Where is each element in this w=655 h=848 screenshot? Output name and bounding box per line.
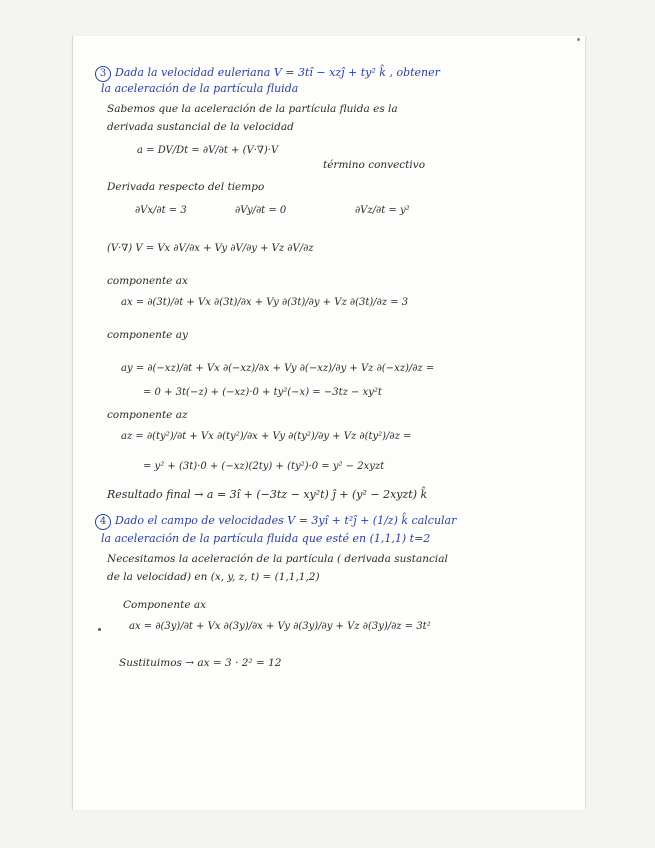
problem-3-number: 3 [95, 66, 111, 82]
substantial-derivative-formula: a = DV/Dt = ∂V/∂t + (V·∇)·V [137, 145, 279, 156]
notebook-page [72, 36, 586, 810]
final-result: Resultado final → a = 3î + (−3tz − xy²t) ĵ + (y² − 2xyzt) k̂ [107, 488, 428, 501]
problem-3-text-1: Sabemos que la aceleración de la partícula fluida es la [107, 103, 398, 115]
convective-term-note: término convectivo [323, 159, 426, 171]
problem-4-number: 4 [95, 514, 111, 530]
az-equation-2: = y² + (3t)·0 + (−xz)(2ty) + (ty²)·0 = y² − 2xyzt [143, 461, 385, 472]
problem-4-component-ax-label: Componente ax [123, 599, 207, 611]
time-derivative-vz: ∂Vz/∂t = y² [355, 205, 410, 216]
az-equation-1: az = ∂(ty²)/∂t + Vx ∂(ty²)/∂x + Vy ∂(ty²)/∂y + Vz ∂(ty²)/∂z = [121, 431, 412, 442]
ax-equation: ax = ∂(3t)/∂t + Vx ∂(3t)/∂x + Vy ∂(3t)/∂y + Vz ∂(3t)/∂z = 3 [121, 297, 409, 308]
problem-4-statement-line-1: Dado el campo de velocidades V = 3yî + t²ĵ + (1/z) k̂ calcular [115, 514, 457, 527]
substitution-line: Sustituimos → ax = 3 · 2² = 12 [119, 657, 282, 669]
margin-dot [98, 628, 101, 631]
page-corner-dot [577, 38, 580, 41]
problem-4-text-1: Necesitamos la aceleración de la partícula ( derivada sustancial [107, 553, 448, 565]
problem-4-ax-equation: ax = ∂(3y)/∂t + Vx ∂(3y)/∂x + Vy ∂(3y)/∂y + Vz ∂(3y)/∂z = 3t² [129, 621, 431, 632]
ay-equation-1: ay = ∂(−xz)/∂t + Vx ∂(−xz)/∂x + Vy ∂(−xz)/∂y + Vz ∂(−xz)/∂z = [121, 363, 435, 374]
problem-3-statement-line-1: Dada la velocidad euleriana V = 3tî − xzĵ + ty² k̂ , obtener [115, 66, 440, 79]
time-derivative-vy: ∂Vy/∂t = 0 [235, 205, 287, 216]
problem-4-statement-line-2: la aceleración de la partícula fluida que esté en (1,1,1) t=2 [101, 532, 431, 545]
component-az-label: componente az [107, 409, 188, 421]
problem-3-text-2: derivada sustancial de la velocidad [107, 121, 294, 133]
time-derivative-label: Derivada respecto del tiempo [107, 181, 265, 193]
problem-4-text-2: de la velocidad) en (x, y, z, t) = (1,1,1,2) [107, 571, 320, 583]
component-ax-label: componente ax [107, 275, 188, 287]
problem-3-statement-line-2: la aceleración de la partícula fluida [101, 82, 299, 95]
convective-expansion: (V·∇) V = Vx ∂V/∂x + Vy ∂V/∂y + Vz ∂V/∂z [107, 243, 314, 254]
problem-3-statement [95, 66, 440, 82]
time-derivative-vx: ∂Vx/∂t = 3 [135, 205, 187, 216]
component-ay-label: componente ay [107, 329, 188, 341]
problem-4-statement [95, 514, 456, 530]
ay-equation-2: = 0 + 3t(−z) + (−xz)·0 + ty²(−x) = −3tz − xy²t [143, 387, 382, 398]
